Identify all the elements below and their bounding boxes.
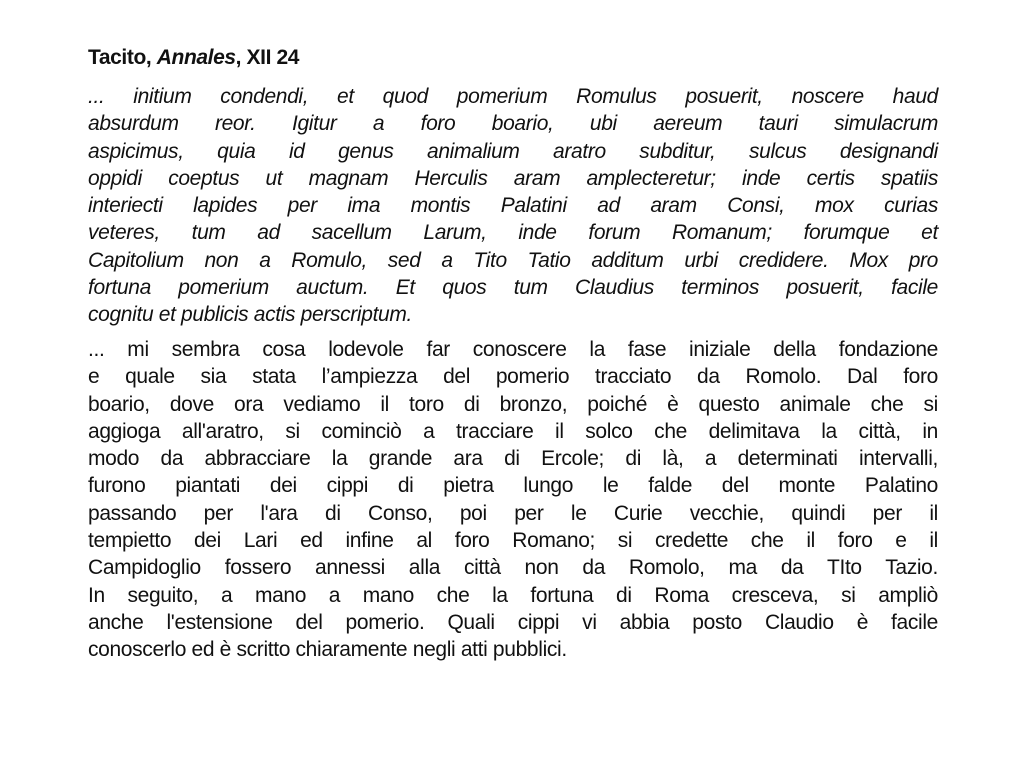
text-line: interiecti lapides per ima montis Palatini ad aram Consi, mox curias — [88, 194, 938, 218]
text-line: e quale sia stata l’ampiezza del pomerio tracciato da Romolo. Dal foro — [88, 365, 938, 389]
text-line: ... initium condendi, et quod pomerium Romulus posuerit, noscere haud — [88, 85, 938, 108]
text-line: aggioga all'aratro, si cominciò a tracciare il solco che delimitava la città, in — [88, 419, 938, 443]
title-reference: , XII 24 — [235, 46, 300, 69]
text-line: aspicimus, quia id genus animalium aratro subditur, sulcus designandi — [88, 139, 938, 163]
italian-translation-paragraph — [88, 336, 938, 664]
text-line: tempietto dei Lari ed infine al foro Romano; si credette che il foro e il — [88, 529, 938, 553]
text-line: furono piantati dei cippi di pietra lungo le falde del monte Palatino — [88, 474, 938, 498]
slide-title — [88, 46, 299, 70]
text-line: absurdum reor. Igitur a foro boario, ubi aereum tauri simulacrum — [88, 112, 938, 136]
title-author: Tacito, — [88, 46, 157, 69]
text-line: In seguito, a mano a mano che la fortuna di Roma cresceva, si ampliò — [88, 583, 938, 607]
text-line: Campidoglio fossero annessi alla città non da Romolo, ma da TIto Tazio. — [88, 556, 938, 580]
text-line: cognitu et publicis actis perscriptum. — [88, 303, 413, 327]
text-line: ... mi sembra cosa lodevole far conoscere la fase iniziale della fondazione — [88, 338, 938, 361]
text-line: anche l'estensione del pomerio. Quali cippi vi abbia posto Claudio è facile — [88, 610, 938, 634]
latin-quote-paragraph — [88, 83, 938, 329]
text-line: oppidi coeptus ut magnam Herculis aram amplecteretur; inde certis spatiis — [88, 166, 938, 190]
text-line: boario, dove ora vediamo il toro di bronzo, poiché è questo animale che si — [88, 392, 938, 416]
title-work: Annales — [156, 46, 236, 69]
text-line: modo da abbracciare la grande ara di Ercole; di là, a determinati intervalli, — [88, 447, 938, 471]
text-line: passando per l'ara di Conso, poi per le Curie vecchie, quindi per il — [88, 501, 938, 525]
text-line: conoscerlo ed è scritto chiaramente negli atti pubblici. — [88, 638, 567, 662]
text-line: veteres, tum ad sacellum Larum, inde forum Romanum; forumque et — [88, 221, 938, 245]
text-line: fortuna pomerium auctum. Et quos tum Claudius terminos posuerit, facile — [88, 276, 938, 300]
text-line: Capitolium non a Romulo, sed a Tito Tatio additum urbi credidere. Mox pro — [88, 248, 938, 272]
